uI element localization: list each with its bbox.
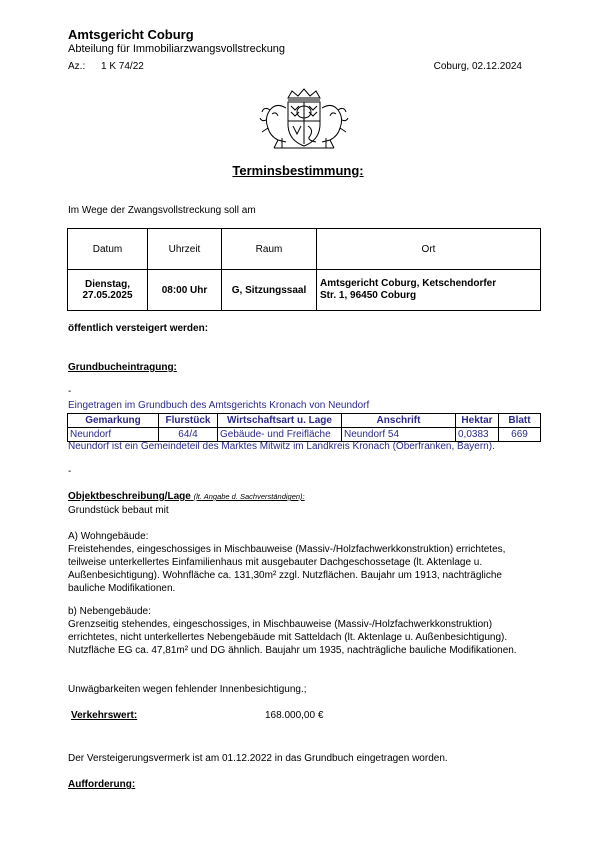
header-place: Ort [317,229,541,270]
col-gemarkung: Gemarkung [68,414,159,428]
appointment-table [67,228,541,311]
registration-note: Der Versteigerungsvermerk ist am 01.12.2022 in das Grundbuch eingetragen worden. [68,753,448,764]
object-description-heading [68,491,305,502]
residential-building-title: A) Wohngebäude: [68,531,149,542]
appointment-place-line1: Amtsgericht Coburg, Ketschendorfer [320,277,497,289]
appointment-table-row [68,270,541,311]
appointment-room: G, Sitzungssaal [222,270,317,311]
file-number-value: 1 K 74/22 [101,61,144,72]
land-register-heading: Grundbucheintragung: [68,362,177,373]
appointment-place-line2: Str. 1, 96450 Coburg [320,290,417,301]
header-date: Datum [68,229,148,270]
cell-wirtschaftsart: Gebäude- und Freifläche [218,428,342,442]
uncertainty-note: Unwägbarkeiten wegen fehlender Innenbesichtigung.; [68,684,307,695]
market-value-amount: 168.000,00 € [265,710,324,721]
request-heading: Aufforderung: [68,779,136,790]
separator-dash: - [68,386,72,397]
appointment-time: 08:00 Uhr [148,270,222,311]
object-description-title: Objektbeschreibung/Lage [68,491,191,502]
cell-blatt: 669 [499,428,541,442]
table-row [68,428,541,442]
col-flurstueck: Flurstück [159,414,218,428]
cell-gemarkung: Neundorf [68,428,159,442]
land-register-table [67,413,541,442]
auction-statement: öffentlich versteigert werden: [68,323,209,334]
department-name: Abteilung für Immobiliarzwangsvollstreckung [68,43,286,55]
outbuilding-title: b) Nebengebäude: [68,606,151,617]
file-number-label: Az.: [68,61,86,72]
land-register-intro: Eingetragen im Grundbuch des Amtsgerichts Kronach von Neundorf [68,400,370,411]
market-value-label: Verkehrswert: [71,710,138,721]
bavarian-coat-of-arms-icon [258,88,350,150]
appointment-table-header [68,229,541,270]
col-wirtschaftsart: Wirtschaftsart u. Lage [218,414,342,428]
court-name: Amtsgericht Coburg [68,27,194,42]
separator-dash: - [68,466,72,477]
appointment-date [68,270,148,311]
place-and-date: Coburg, 02.12.2024 [433,61,522,72]
appointment-place [317,270,541,311]
outbuilding-text: Grenzseitig stehendes, eingeschossiges, in Mischbauweise (Massiv-/Holzfachwerkkonstruktion) errichtetes, nicht unterkellertes Nebengebäude mit Satteldach (lt. Aktenlage u. Außenbesichtigung). Nutzfläche EG ca. 47,81m² und DG ähnlich. Baujahr um 1935, nachträgliche bauliche Modifikationen. [68,619,517,656]
col-anschrift: Anschrift [342,414,456,428]
object-description-source: (lt. Angabe d. Sachverständigen): [193,492,305,501]
cell-flurstueck: 64/4 [159,428,218,442]
intro-text: Im Wege der Zwangsvollstreckung soll am [68,205,256,216]
land-register-note: Neundorf ist ein Gemeindeteil des Marktes Mitwitz im Landkreis Kronach (Oberfranken, Bayern). [68,441,495,452]
cell-hektar: 0,0383 [456,428,499,442]
document-title: Terminsbestimmung: [232,163,364,178]
col-hektar: Hektar [456,414,499,428]
appointment-weekday: Dienstag, [84,279,130,290]
col-blatt: Blatt [499,414,541,428]
cell-anschrift: Neundorf 54 [342,428,456,442]
land-register-header-row [68,414,541,428]
appointment-date-value: 27.05.2025 [82,290,133,301]
object-description-subline: Grundstück bebaut mit [68,505,169,516]
header-time: Uhrzeit [148,229,222,270]
header-room: Raum [222,229,317,270]
residential-building-text: Freistehendes, eingeschossiges in Mischbauweise (Massiv-/Holzfachwerkkonstruktion) errichtetes, teilweise unterkellertes Einfamilienhaus mit ausgebauter Dachgeschossetage (lt. Aktenlage u. Außenbesichtigung). Wohnfläche ca. 131,30m² zzgl. Nutzflächen. Baujahr um 1913, nachträgliche bauliche Modifikationen. [68,544,506,594]
